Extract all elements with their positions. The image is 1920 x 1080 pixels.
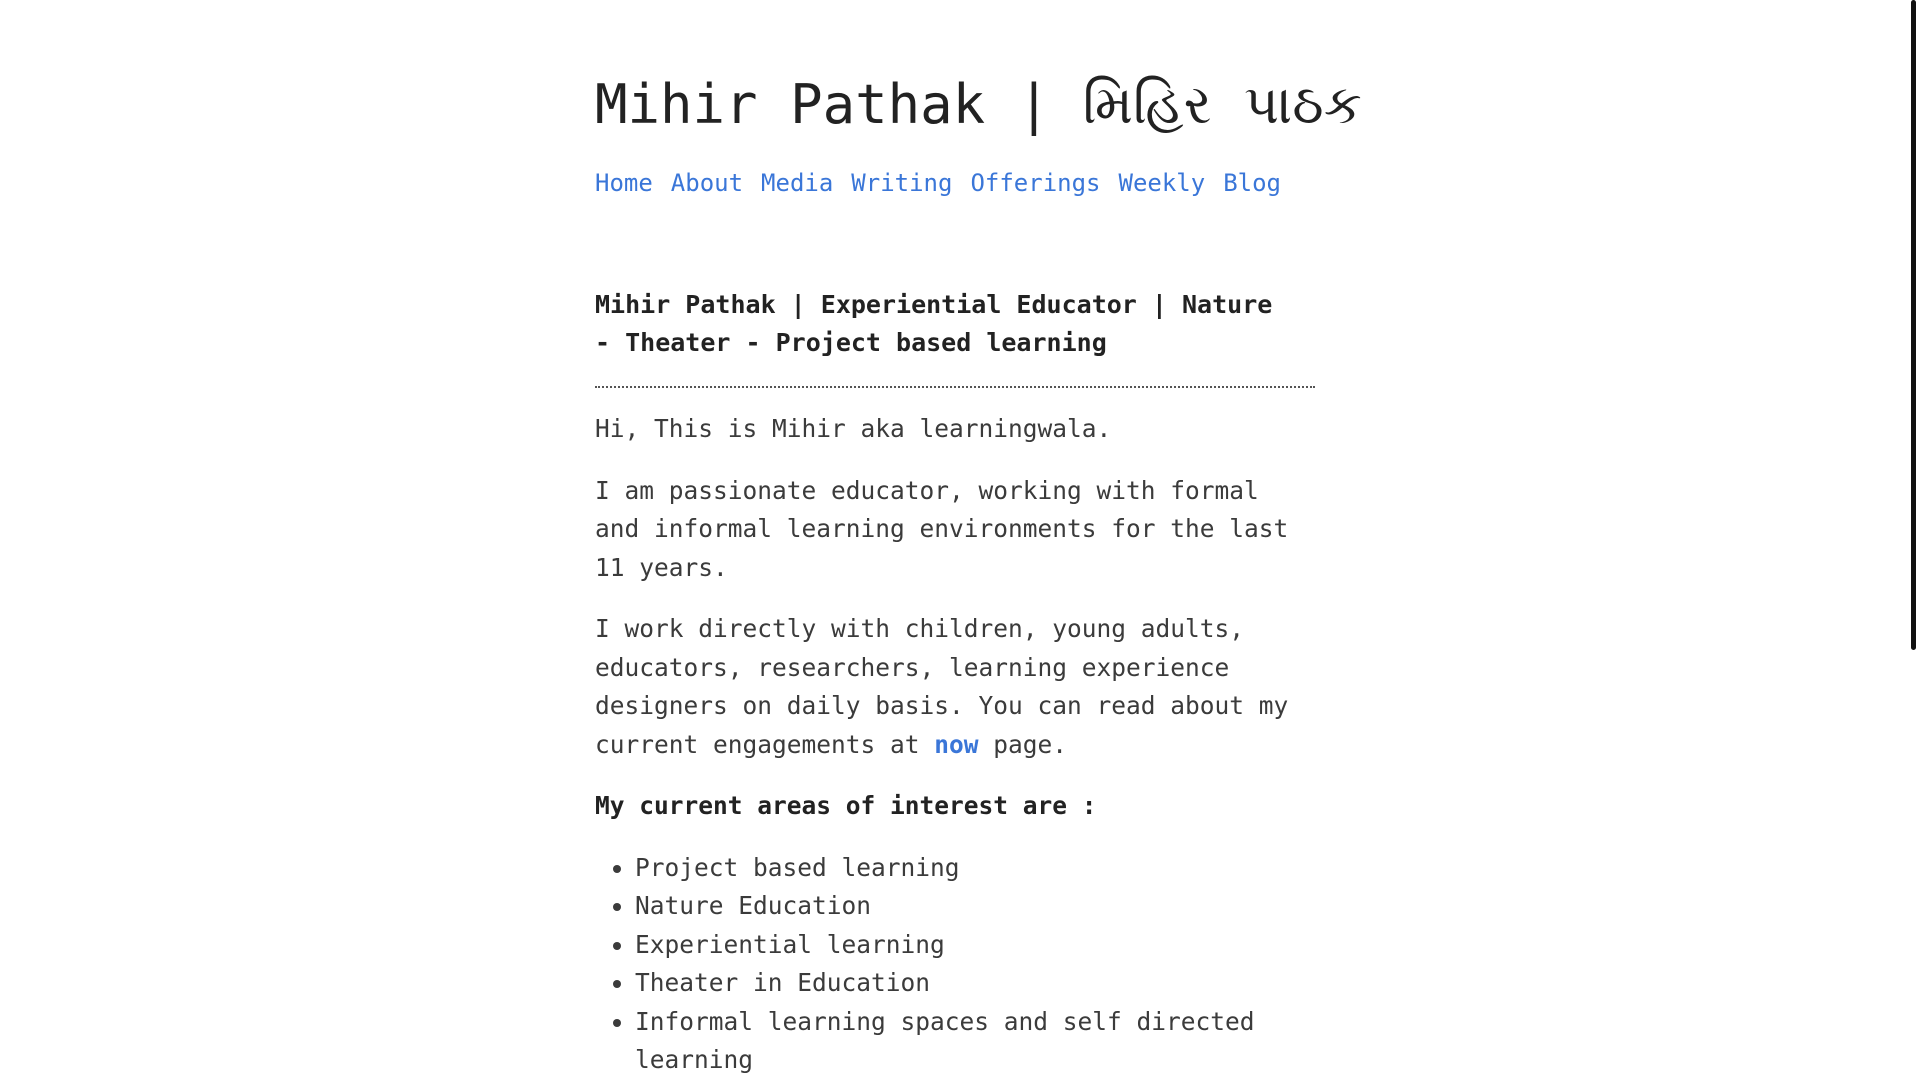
nav-blog[interactable]: Blog: [1223, 169, 1281, 197]
post-content: [595, 410, 1315, 1080]
intro-paragraph: Hi, This is Mihir aka learningwala.: [595, 414, 1112, 443]
page-scrollbar[interactable]: [1911, 0, 1916, 650]
list-item: • Nature Education: [635, 887, 1255, 926]
now-page-link[interactable]: now: [934, 729, 979, 759]
nav-writing[interactable]: Writing: [851, 169, 953, 197]
main-nav: [595, 168, 1315, 198]
list-item: • Experiential learning: [635, 926, 1255, 965]
work-paragraph-end: page.: [978, 729, 1068, 759]
list-item: • Theater in Education: [635, 964, 1255, 1003]
work-paragraph-text: I work directly with children, young adults, educators, researchers, learning experience designers on daily basis. You can read about my current engagements at: [595, 614, 1289, 759]
post-title: Mihir Pathak | Experiential Educator | Nature - Theater - Project based learning: [595, 290, 1273, 357]
list-item: • Informal learning spaces and self directed learning: [635, 1003, 1255, 1080]
interests-heading: My current areas of interest are :: [595, 791, 1097, 820]
nav-offerings[interactable]: Offerings: [970, 169, 1101, 197]
site-title[interactable]: Mihir Pathak | મિહિર પાઠક: [595, 73, 1362, 136]
page-container: [595, 0, 1362, 1080]
list-item: • Project based learning: [635, 849, 1255, 888]
work-paragraph: [595, 610, 1315, 764]
experience-paragraph: I am passionate educator, working with formal and informal learning environments for the last 11 years.: [595, 475, 1289, 582]
interests-list: [595, 849, 1255, 1080]
nav-about[interactable]: About: [670, 169, 744, 197]
nav-home[interactable]: Home: [595, 169, 653, 197]
nav-weekly[interactable]: Weekly: [1118, 169, 1206, 197]
title-divider: [595, 386, 1315, 388]
nav-media[interactable]: Media: [761, 169, 834, 197]
